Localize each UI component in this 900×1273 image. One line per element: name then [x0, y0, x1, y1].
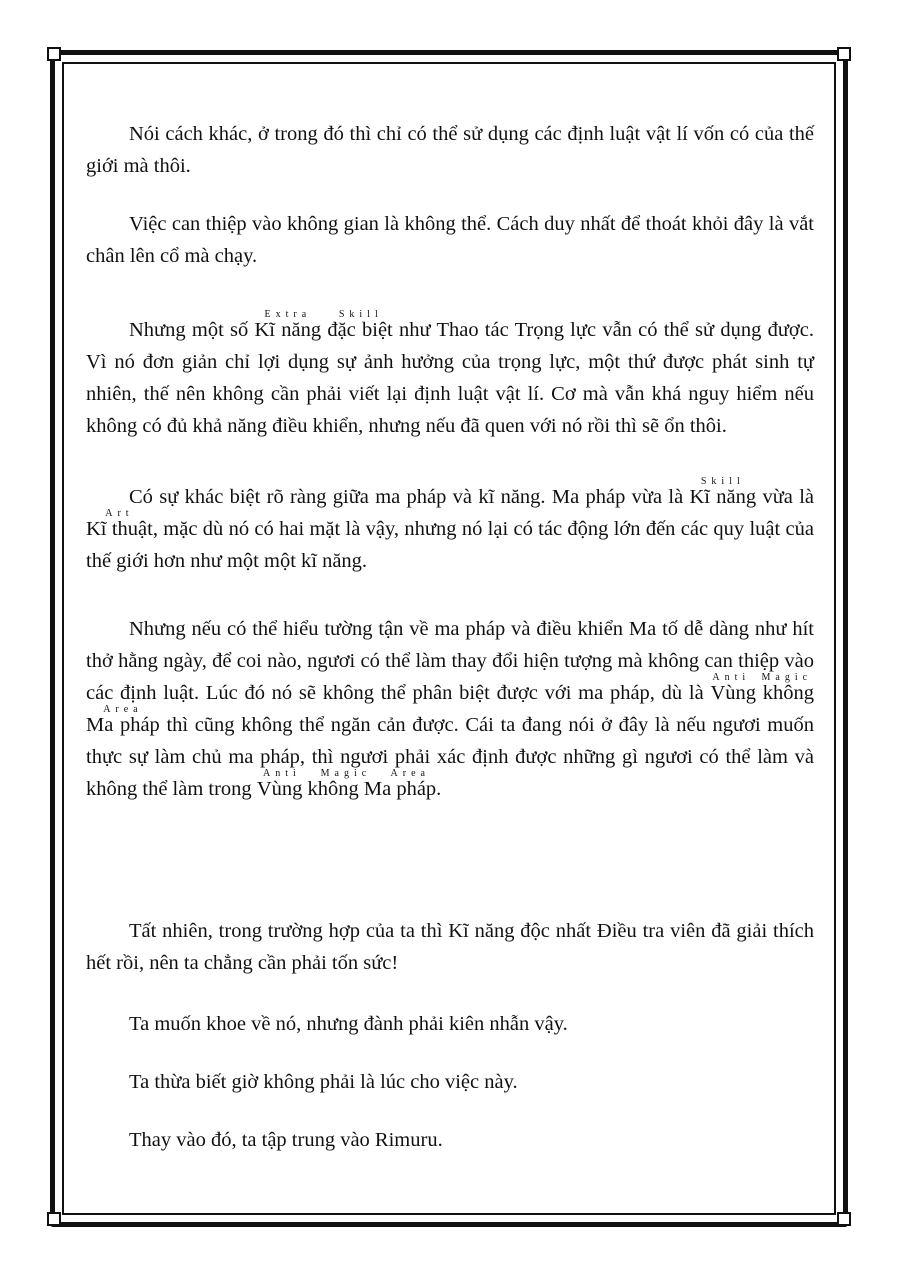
text-run: , mặc dù nó có hai mặt là vậy, nhưng nó lại có tác động lớn đến các quy luật của thế giới hơn như một một kĩ năng.	[86, 518, 814, 572]
text-run: Nhưng nếu có thể hiểu tường tận về ma pháp và điều khiển Ma tố dễ dàng như hít thở hằng ngày, để coi nào, ngươi có thể làm thay đổi hiện tượng mà không can thiệp vào các định luật. Lúc đó nó sẽ không thể phân biệt được với ma pháp, dù là	[86, 618, 814, 704]
text-run: Ta muốn khoe về nó, nhưng đành phải kiên nhẫn vậy.	[129, 1013, 568, 1035]
paragraph	[86, 915, 814, 979]
text-run: Ta thừa biết giờ không phải là lúc cho việc này.	[129, 1071, 518, 1093]
border-corner-top-right	[837, 47, 851, 61]
paragraph	[86, 309, 814, 442]
furigana-annotation: Extra Skill	[254, 309, 393, 320]
text-run: Tất nhiên, trong trường hợp của ta thì Kĩ năng độc nhất Điều tra viên đã giải thích hết rồi, nên ta chẳng cần phải tốn sức!	[86, 920, 814, 974]
term-text: Vùng không Ma pháp	[256, 778, 437, 800]
text-run: như Thao tác Trọng lực vẫn có thể sử dụng được. Vì nó đơn giản chỉ lợi dụng sự ảnh hưởng của trọng lực, một thứ được phát sinh tự nhiên, thế nên không cần phải viết lại định luật vật lí. Cơ mà vẫn khá nguy hiểm nếu không có đủ khả năng điều khiển, nhưng nếu đã quen với nó rồi thì sẽ ổn thôi.	[86, 319, 814, 437]
text-run: Việc can thiệp vào không gian là không thể. Cách duy nhất để thoát khỏi đây là vắt chân lên cổ mà chạy.	[86, 213, 814, 267]
paragraph	[86, 1066, 814, 1098]
paragraph	[86, 118, 814, 182]
furigana-annotation: Anti Magic Area	[256, 768, 437, 779]
paragraph	[86, 208, 814, 272]
border-corner-bottom-right	[837, 1212, 851, 1226]
text-run: Nói cách khác, ở trong đó thì chỉ có thể sử dụng các định luật vật lí vốn có của thế giới mà thôi.	[86, 123, 814, 177]
furigana-annotation: Skill	[689, 476, 757, 487]
term-with-annotation	[256, 768, 437, 800]
text-run: Thay vào đó, ta tập trung vào Rimuru.	[129, 1129, 443, 1151]
text-run: Có sự khác biệt rõ ràng giữa ma pháp và kĩ năng. Ma pháp vừa là	[129, 486, 690, 508]
term-with-annotation	[254, 309, 393, 341]
text-run: thì cũng không thể ngăn cản được. Cái ta đang nói ở đây là nếu ngươi muốn thực sự làm chủ ma pháp, thì ngươi phải xác định được những gì ngươi có thể làm và không thể làm trong	[86, 714, 814, 800]
paragraph	[86, 476, 814, 577]
paragraph	[86, 1124, 814, 1156]
text-run: Nhưng một số	[129, 319, 255, 341]
term-text: Vùng không Ma pháp	[86, 682, 814, 736]
term-text: Kĩ năng đặc biệt	[254, 319, 393, 341]
text-run: .	[436, 778, 442, 800]
border-corner-bottom-left	[47, 1212, 61, 1226]
term-with-annotation	[86, 508, 153, 540]
furigana-annotation: Anti Magic Area	[86, 672, 814, 715]
term-text: Kĩ năng	[689, 486, 757, 508]
term-text: Kĩ thuật	[86, 518, 153, 540]
paragraph	[86, 1008, 814, 1040]
term-with-annotation	[689, 476, 757, 508]
text-run: vừa là	[756, 486, 814, 508]
furigana-annotation: Art	[86, 508, 153, 519]
paragraph	[86, 613, 814, 805]
border-corner-top-left	[47, 47, 61, 61]
